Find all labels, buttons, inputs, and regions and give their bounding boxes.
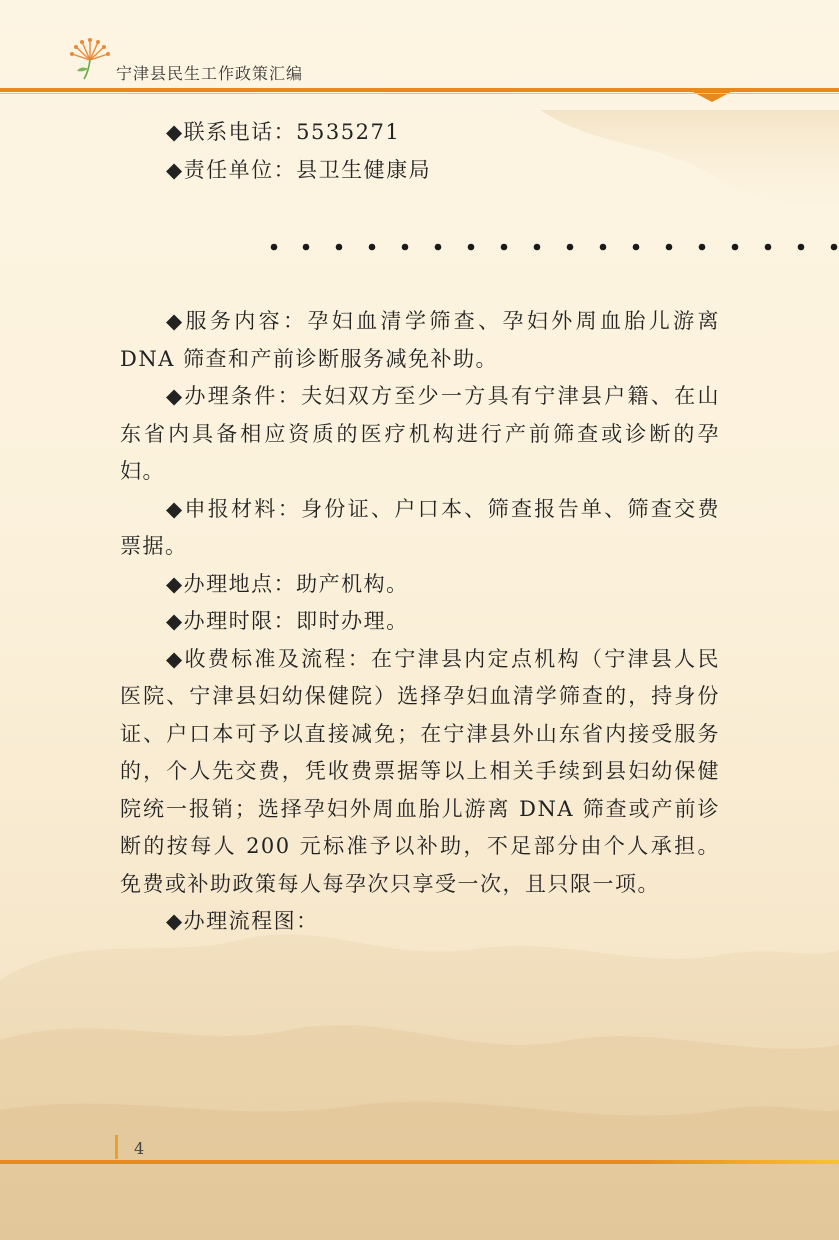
sunflower-logo-icon (68, 36, 112, 80)
dotted-separator (268, 238, 839, 256)
page-header (0, 0, 839, 110)
contact-unit-line (120, 152, 720, 190)
page-number-marker (115, 1135, 118, 1159)
paragraph-time-limit: ◆办理时限：即时办理。 (166, 609, 409, 633)
header-title: 宁津县民生工作政策汇编 (116, 64, 304, 83)
paragraph-fees-process: ◆收费标准及流程：在宁津县内定点机构（宁津县人民医院、宁津县妇幼保健院）选择孕妇血清学筛查的，持身份证、户口本可予以直接减免；在宁津县外山东省内接受服务的，个人先交费，凭收费票据等以上相关手续到县妇幼保健院统一报销；选择孕妇外周血胎儿游离 DNA 筛查或产前诊断的按每人 200 元标准予以补助，不足部分由个人承担。免费或补助政策每人每孕次只享受一次，且只限一项。 (120, 646, 720, 896)
paragraph-flowchart-heading: ◆办理流程图： (166, 909, 319, 933)
paragraph-service-content: ◆服务内容：孕妇血清学筛查、孕妇外周血胎儿游离 DNA 筛查和产前诊断服务减免补助。 (120, 309, 720, 371)
paragraph-conditions: ◆办理条件：夫妇双方至少一方具有宁津县户籍、在山东省内具备相应资质的医疗机构进行产前筛查或诊断的孕妇。 (120, 384, 720, 483)
paragraph-materials: ◆申报材料：身份证、户口本、筛查报告单、筛查交费票据。 (120, 496, 720, 558)
footer-divider (0, 1158, 839, 1168)
phone-label: ◆联系电话： (166, 120, 297, 144)
header-divider (0, 84, 839, 106)
page-number: 4 (134, 1139, 145, 1158)
policy-body (120, 303, 720, 941)
contact-info (120, 114, 720, 189)
unit-value: 县卫生健康局 (296, 157, 432, 182)
phone-value: 5535271 (296, 120, 401, 144)
paragraph-location: ◆办理地点：助产机构。 (166, 571, 409, 596)
unit-label: ◆责任单位： (166, 157, 297, 182)
contact-phone-line (120, 114, 720, 152)
